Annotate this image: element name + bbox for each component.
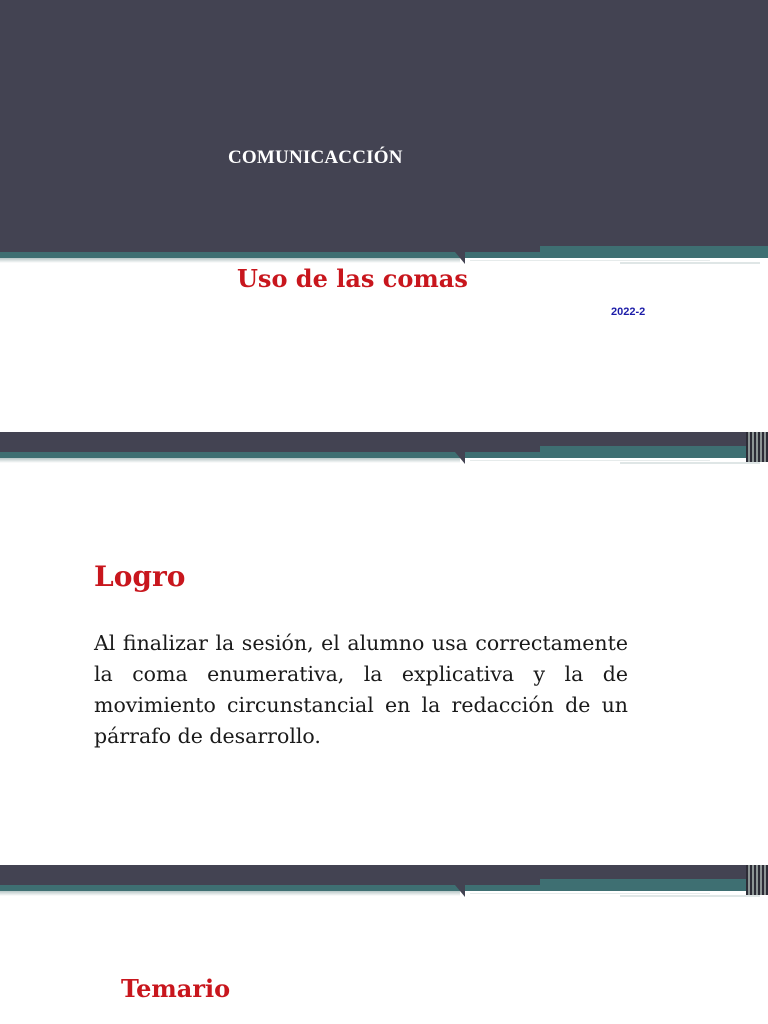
course-title: COMUNICACCIÓN [228, 147, 403, 168]
slide-top-band [0, 865, 768, 899]
decorative-band [0, 232, 768, 266]
logro-body-text: Al finalizar la sesión, el alumno usa correctamente la coma enumerativa, la explicativa y la de movimiento circunstancial en la redacción de un párrafo de desarrollo. [94, 631, 628, 748]
slide-top-band [0, 432, 768, 466]
title-slide-header [0, 0, 768, 234]
temario-heading: Temario [121, 974, 231, 1003]
term-label: 2022-2 [611, 306, 646, 318]
logro-heading: Logro [94, 560, 186, 593]
slide-title: Uso de las comas [237, 264, 468, 293]
